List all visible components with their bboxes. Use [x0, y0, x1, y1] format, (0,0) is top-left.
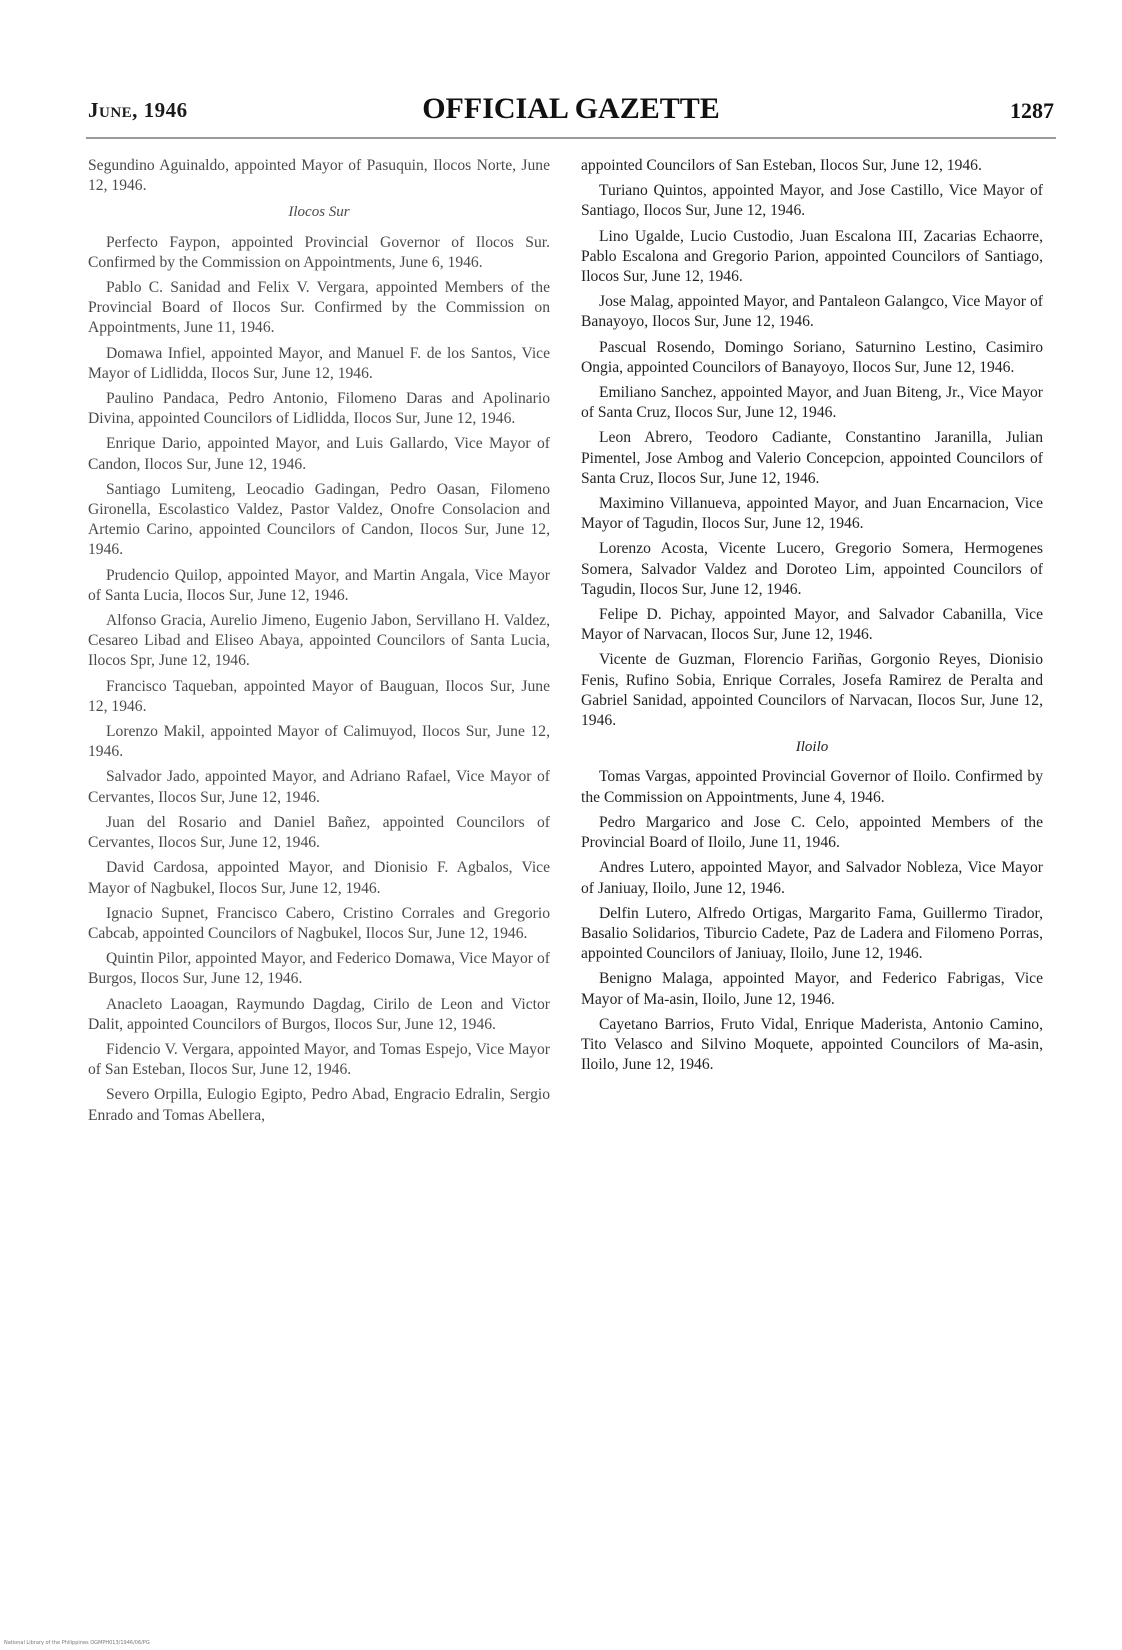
- appointment-entry: Tomas Vargas, appointed Provincial Governor of Iloilo. Confirmed by the Commission on Appointments, June 4, 1946.: [581, 768, 1043, 806]
- issue-date: June, 1946: [88, 98, 188, 122]
- appointment-entry: Ignacio Supnet, Francisco Cabero, Cristino Corrales and Gregorio Cabcab, appointed Councilors of Nagbukel, Ilocos Sur, June 12, 1946.: [88, 904, 550, 942]
- appointment-entry: Felipe D. Pichay, appointed Mayor, and Salvador Cabanilla, Vice Mayor of Narvacan, Ilocos Sur, June 12, 1946.: [581, 606, 1043, 644]
- appointment-entry: Lorenzo Acosta, Vicente Lucero, Gregorio Somera, Hermogenes Somera, Salvador Valdez and Doroteo Lim, appointed Councilors of Tagudin, Ilocos Sur, June 12, 1946.: [581, 540, 1043, 598]
- appointment-entry: Maximino Villanueva, appointed Mayor, and Juan Encarnacion, Vice Mayor of Tagudin, Ilocos Sur, June 12, 1946.: [581, 495, 1043, 533]
- appointment-entry: Perfecto Faypon, appointed Provincial Governor of Ilocos Sur. Confirmed by the Commission on Appointments, June 6, 1946.: [88, 233, 550, 271]
- appointment-entry: Severo Orpilla, Eulogio Egipto, Pedro Abad, Engracio Edralin, Sergio Enrado and Tomas Abellera,: [88, 1086, 550, 1124]
- right-column: [581, 156, 1043, 1080]
- continued-paragraph: appointed Councilors of San Esteban, Ilocos Sur, June 12, 1946.: [581, 157, 982, 174]
- continued-paragraph: Segundino Aguinaldo, appointed Mayor of Pasuquin, Ilocos Norte, June 12, 1946.: [88, 157, 550, 195]
- appointment-entry: Lino Ugalde, Lucio Custodio, Juan Escalona III, Zacarias Echaorre, Pablo Escalona and Gregorio Parion, appointed Councilors of Santiago, Ilocos Sur, June 12, 1946.: [581, 227, 1043, 286]
- appointment-entry: Benigno Malaga, appointed Mayor, and Federico Fabrigas, Vice Mayor of Ma-asin, Iloilo, June 12, 1946.: [581, 970, 1043, 1008]
- section-heading: Ilocos Sur: [288, 204, 350, 221]
- appointment-entry: Pablo C. Sanidad and Felix V. Vergara, appointed Members of the Provincial Board of Ilocos Sur. Confirmed by the Commission on Appointments, June 11, 1946.: [88, 279, 550, 337]
- appointment-entry: Lorenzo Makil, appointed Mayor of Calimuyod, Ilocos Sur, June 12, 1946.: [88, 723, 550, 761]
- appointment-entry: Francisco Taqueban, appointed Mayor of Bauguan, Ilocos Sur, June 12, 1946.: [88, 677, 550, 715]
- appointment-entry: Pedro Margarico and Jose C. Celo, appointed Members of the Provincial Board of Iloilo, June 11, 1946.: [581, 813, 1043, 852]
- appointment-entry: Delfin Lutero, Alfredo Ortigas, Margarito Fama, Guillermo Tirador, Basalio Solidarios, Tiburcio Cadete, Paz de Ladera and Filomeno Porras, appointed Councilors of Janiuay, Iloilo, June 12, 1946.: [581, 904, 1043, 963]
- appointment-entry: Fidencio V. Vergara, appointed Mayor, and Tomas Espejo, Vice Mayor of San Esteban, Ilocos Sur, June 12, 1946.: [88, 1040, 550, 1079]
- appointment-entry: Alfonso Gracia, Aurelio Jimeno, Eugenio Jabon, Servillano H. Valdez, Cesareo Libad and Eliseo Abaya, appointed Councilors of Santa Lucia, Ilocos Spr, June 12, 1946.: [88, 612, 550, 670]
- appointment-entry: Paulino Pandaca, Pedro Antonio, Filomeno Daras and Apolinario Divina, appointed Councilors of Lidlidda, Ilocos Sur, June 12, 1946.: [88, 390, 550, 428]
- appointment-entry: Quintin Pilor, appointed Mayor, and Federico Domawa, Vice Mayor of Burgos, Ilocos Sur, June 12, 1946.: [88, 950, 550, 988]
- source-watermark: National Library of the Philippines OGMPH013/1946/06/PG: [4, 1640, 150, 1646]
- appointment-entry: Domawa Infiel, appointed Mayor, and Manuel F. de los Santos, Vice Mayor of Lidlidda, Ilocos Sur, June 12, 1946.: [88, 344, 550, 382]
- appointment-entry: Leon Abrero, Teodoro Cadiante, Constantino Jaranilla, Julian Pimentel, Jose Ambog and Valerio Concepcion, appointed Councilors of Santa Cruz, Ilocos Sur, June 12, 1946.: [581, 429, 1043, 487]
- appointment-entry: Emiliano Sanchez, appointed Mayor, and Juan Biteng, Jr., Vice Mayor of Santa Cruz, Ilocos Sur, June 12, 1946.: [581, 384, 1043, 422]
- appointment-entry: Pascual Rosendo, Domingo Soriano, Saturnino Lestino, Casimiro Ongia, appointed Councilors of Banayoyo, Ilocos Sur, June 12, 1946.: [581, 338, 1043, 376]
- appointment-entry: Enrique Dario, appointed Mayor, and Luis Gallardo, Vice Mayor of Candon, Ilocos Sur, June 12, 1946.: [88, 435, 550, 473]
- header-rule: [86, 137, 1056, 139]
- appointment-entry: Prudencio Quilop, appointed Mayor, and Martin Angala, Vice Mayor of Santa Lucia, Ilocos Sur, June 12, 1946.: [88, 566, 550, 604]
- appointment-entry: Santiago Lumiteng, Leocadio Gadingan, Pedro Oasan, Filomeno Gironella, Escolastico Valdez, Pastor Valdez, Onofre Consolacion and Artemio Carino, appointed Councilors of Candon, Ilocos Sur, June 12, 1946.: [88, 480, 550, 559]
- publication-title: OFFICIAL GAZETTE: [422, 92, 720, 125]
- section-heading: Iloilo: [795, 739, 829, 756]
- appointment-entry: Vicente de Guzman, Florencio Fariñas, Gorgonio Reyes, Dionisio Fenis, Rufino Sobia, Enrique Corrales, Josefa Ramirez de Peralta and Gabriel Sanidad, appointed Councilors of Narvacan, Ilocos Sur, June 12, 1946.: [581, 651, 1043, 730]
- appointment-entry: Andres Lutero, appointed Mayor, and Salvador Nobleza, Vice Mayor of Janiuay, Iloilo, June 12, 1946.: [581, 859, 1043, 897]
- appointment-entry: Salvador Jado, appointed Mayor, and Adriano Rafael, Vice Mayor of Cervantes, Ilocos Sur, June 12, 1946.: [88, 768, 550, 806]
- appointment-entry: Jose Malag, appointed Mayor, and Pantaleon Galangco, Vice Mayor of Banayoyo, Ilocos Sur, June 12, 1946.: [581, 293, 1043, 331]
- appointment-entry: Juan del Rosario and Daniel Bañez, appointed Councilors of Cervantes, Ilocos Sur, June 12, 1946.: [88, 813, 550, 852]
- left-column: [88, 156, 550, 1131]
- appointment-entry: David Cardosa, appointed Mayor, and Dionisio F. Agbalos, Vice Mayor of Nagbukel, Ilocos Sur, June 12, 1946.: [88, 859, 550, 897]
- page-number: 1287: [1010, 98, 1054, 123]
- appointment-entry: Turiano Quintos, appointed Mayor, and Jose Castillo, Vice Mayor of Santiago, Ilocos Sur, June 12, 1946.: [581, 182, 1043, 220]
- appointment-entry: Cayetano Barrios, Fruto Vidal, Enrique Maderista, Antonio Camino, Tito Velasco and Silvino Moquete, appointed Councilors of Ma-asin, Iloilo, June 12, 1946.: [581, 1015, 1043, 1074]
- page-header: [88, 92, 1054, 138]
- appointment-entry: Anacleto Laoagan, Raymundo Dagdag, Cirilo de Leon and Victor Dalit, appointed Councilors of Burgos, Ilocos Sur, June 12, 1946.: [88, 995, 550, 1033]
